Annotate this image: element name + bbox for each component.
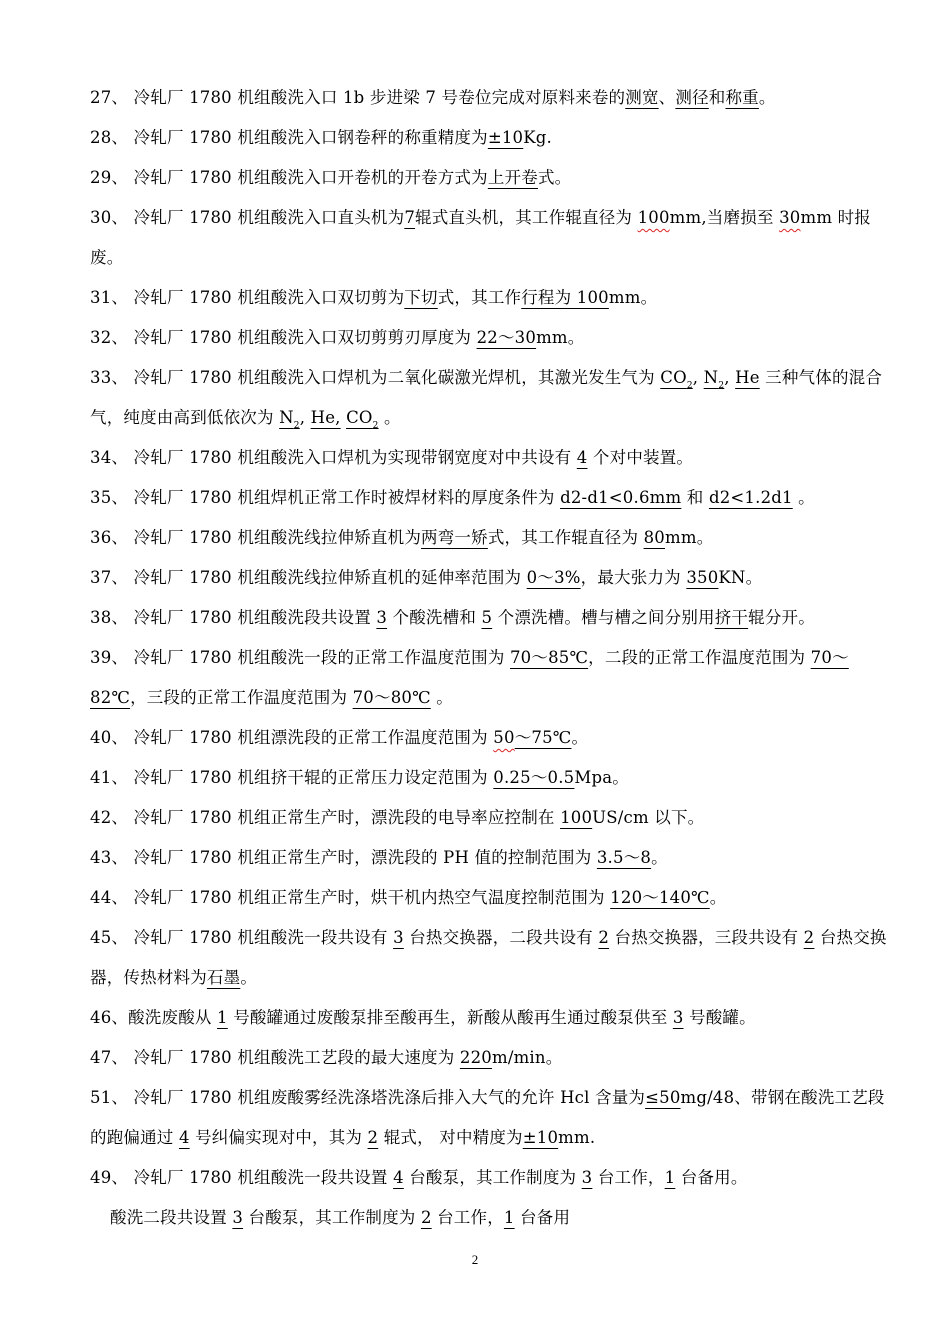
question-text: 式。 xyxy=(537,168,572,187)
answer-blank: 30 xyxy=(779,208,801,227)
question-text: 台热交换器，传热材料为 xyxy=(90,928,887,987)
question-text: 29、 冷轧厂 1780 机组酸洗入口开卷机的开卷方式为 xyxy=(90,168,488,187)
answer-blank: 3 xyxy=(393,928,404,947)
answer-blank: 70～85℃ xyxy=(509,648,589,667)
subscript: 2 xyxy=(718,381,725,391)
question-text: 。 xyxy=(792,488,815,507)
question-text: 31、 冷轧厂 1780 机组酸洗入口双切剪为 xyxy=(90,288,405,307)
question-text: mm 时报废。 xyxy=(90,208,872,267)
question-text: 。 xyxy=(651,848,668,867)
answer-blank: d2<1.2d1 xyxy=(708,488,793,507)
question-text: 39、 冷轧厂 1780 机组酸洗一段的正常工作温度范围为 xyxy=(90,648,510,667)
question-text: 酸洗二段共设置 xyxy=(110,1208,233,1227)
question-item-q31 xyxy=(90,278,890,318)
question-text: 个对中装置。 xyxy=(587,448,694,467)
question-text: 号纠偏实现对中，其为 xyxy=(189,1128,368,1147)
question-text: 个漂洗槽。槽与槽之间分别用 xyxy=(492,608,715,627)
answer-blank: 3 xyxy=(376,608,388,627)
question-item-q30 xyxy=(90,198,890,278)
answer-blank: 下切 xyxy=(404,288,438,307)
question-text: mm。 xyxy=(608,288,658,307)
answer-blank: He xyxy=(735,368,760,387)
answer-blank: 3 xyxy=(672,1008,684,1027)
question-item-q40 xyxy=(90,718,890,758)
question-text: 台酸泵，其工作制度为 xyxy=(403,1168,582,1187)
answer-blank: 2 xyxy=(598,928,610,947)
question-item-q27 xyxy=(90,78,890,118)
answer-blank: 3.5～8 xyxy=(596,848,652,867)
answer-blank: 100 xyxy=(560,808,593,827)
question-text: 。 xyxy=(758,88,776,107)
answer-blank: 2 xyxy=(420,1208,432,1227)
question-text: ，三段的正常工作温度范围为 xyxy=(130,688,353,707)
question-item-q47 xyxy=(90,1038,890,1078)
question-text: Kg. xyxy=(523,128,552,147)
question-item-q49b xyxy=(90,1198,890,1238)
answer-blank: 称重 xyxy=(725,88,759,107)
answer-blank: 挤干 xyxy=(714,608,749,627)
question-text: 38、 冷轧厂 1780 机组酸洗段共设置 xyxy=(90,608,377,627)
question-text: 32、 冷轧厂 1780 机组酸洗入口双切剪剪刃厚度为 xyxy=(90,328,477,347)
answer-blank: 4 xyxy=(393,1168,404,1187)
question-text: ，最大张力为 xyxy=(580,568,687,587)
question-text: 42、 冷轧厂 1780 机组正常生产时，漂洗段的电导率应控制在 xyxy=(90,808,561,827)
answer-blank: $N_2$ xyxy=(279,408,300,431)
question-text: mm。 xyxy=(536,328,585,347)
question-item-q37 xyxy=(90,558,890,598)
answer-blank: 两弯一矫 xyxy=(421,528,488,547)
question-text: 台工作， xyxy=(592,1168,665,1187)
question-text: 51、 冷轧厂 1780 机组废酸雾经洗涤塔洗涤后排入大气的允许 Hcl 含量为 xyxy=(90,1088,646,1107)
question-text: 和 xyxy=(708,88,726,107)
question-item-q41 xyxy=(90,758,890,798)
question-text: 41、 冷轧厂 1780 机组挤干辊的正常压力设定范围为 xyxy=(90,768,494,787)
question-item-q29 xyxy=(90,158,890,198)
question-item-q44 xyxy=(90,878,890,918)
answer-blank: d2-d1<0.6mm xyxy=(560,488,682,507)
answer-blank: 行程为 100 xyxy=(521,288,609,307)
subscript: 2 xyxy=(686,381,693,391)
question-text: 。 xyxy=(378,408,401,427)
answer-blank: ±10 xyxy=(522,1128,559,1147)
question-text: 28、 冷轧厂 1780 机组酸洗入口钢卷秤的称重精度为 xyxy=(90,128,488,147)
answer-blank: 3 xyxy=(232,1208,244,1227)
question-text: 辊分开。 xyxy=(748,608,815,627)
question-text: 号酸罐。 xyxy=(683,1008,756,1027)
question-text: mg/48、带钢在酸洗工艺段的跑偏通过 xyxy=(90,1088,885,1147)
question-text: 台备用 xyxy=(514,1208,571,1227)
question-text: 49、 冷轧厂 1780 机组酸洗一段共设置 xyxy=(90,1168,394,1187)
question-item-q49 xyxy=(90,1158,890,1198)
question-item-q51 xyxy=(90,1078,890,1158)
answer-blank: 2 xyxy=(803,928,815,947)
question-item-q32 xyxy=(90,318,890,358)
question-text: 台酸泵，其工作制度为 xyxy=(243,1208,421,1227)
answer-blank: 120～140℃ xyxy=(610,888,710,907)
question-text: ，二段的正常工作温度范围为 xyxy=(588,648,811,667)
answer-blank: 7 xyxy=(404,208,416,227)
subscript: 2 xyxy=(293,421,300,431)
question-text: 辊式直头机，其工作辊直径为 xyxy=(415,208,638,227)
question-text: 33、 冷轧厂 1780 机组酸洗入口焊机为二氧化碳激光焊机，其激光发生气为 xyxy=(90,368,661,387)
answer-blank: $N_2$ xyxy=(703,368,725,391)
question-item-q36 xyxy=(90,518,890,558)
question-text: 46、酸洗废酸从 xyxy=(90,1008,218,1027)
answer-blank: 2 xyxy=(367,1128,379,1147)
question-text: 号酸罐通过废酸泵排至酸再生，新酸从酸再生通过酸泵供至 xyxy=(227,1008,673,1027)
answer-blank: $CO_2$ xyxy=(660,368,693,391)
question-item-q42 xyxy=(90,798,890,838)
answer-blank: 0.25～0.5 xyxy=(493,768,575,787)
question-text: 。 xyxy=(571,728,589,747)
answer-blank: 上开卷 xyxy=(487,168,538,187)
answer-blank: 测宽 xyxy=(625,88,659,107)
question-text: 30、 冷轧厂 1780 机组酸洗入口直头机为 xyxy=(90,208,405,227)
answer-blank: 1 xyxy=(217,1008,228,1027)
answer-blank: 1 xyxy=(503,1208,515,1227)
question-text: 。 xyxy=(430,688,453,707)
question-text: 三种气体的混合气，纯度由高到低依次为 xyxy=(90,368,883,427)
answer-blank: 石墨 xyxy=(206,968,241,987)
answer-blank: 3 xyxy=(581,1168,593,1187)
question-text: KN。 xyxy=(718,568,763,587)
answer-blank: 22～30 xyxy=(476,328,537,347)
answer-blank: 1 xyxy=(664,1168,676,1187)
question-text: , xyxy=(299,408,311,427)
question-text: , xyxy=(724,368,736,387)
answer-blank: 80 xyxy=(643,528,665,547)
question-text: 43、 冷轧厂 1780 机组正常生产时，漂洗段的 PH 值的控制范围为 xyxy=(90,848,597,867)
question-text: 式，其工作辊直径为 xyxy=(487,528,644,547)
question-text: 37、 冷轧厂 1780 机组酸洗线拉伸矫直机的延伸率范围为 xyxy=(90,568,527,587)
question-text: 和 xyxy=(681,488,709,507)
question-text: 台备用。 xyxy=(675,1168,748,1187)
question-item-q34 xyxy=(90,438,890,478)
answer-blank: 0～3% xyxy=(526,568,581,587)
answer-blank: 测径 xyxy=(675,88,709,107)
question-text: mm,当磨损至 xyxy=(669,208,780,227)
answer-blank: He, xyxy=(310,408,341,427)
answer-blank: ±10 xyxy=(487,128,524,147)
page-number: 2 xyxy=(471,1252,479,1267)
question-text: , xyxy=(692,368,704,387)
question-list xyxy=(90,78,890,1238)
question-text: 台工作， xyxy=(431,1208,504,1227)
question-text: 35、 冷轧厂 1780 机组焊机正常工作时被焊材料的厚度条件为 xyxy=(90,488,561,507)
question-text: 36、 冷轧厂 1780 机组酸洗线拉伸矫直机为 xyxy=(90,528,422,547)
question-text: 台热交换器，三段共设有 xyxy=(609,928,804,947)
question-text: m/min。 xyxy=(491,1048,563,1067)
question-item-q46 xyxy=(90,998,890,1038)
question-text: 式，其工作 xyxy=(437,288,522,307)
answer-blank: 70～82℃ xyxy=(90,648,849,707)
question-item-q45 xyxy=(90,918,890,998)
answer-blank: 4 xyxy=(178,1128,190,1147)
answer-blank: 5 xyxy=(481,608,493,627)
answer-blank: 70～80℃ xyxy=(352,688,431,707)
subscript: 2 xyxy=(372,421,379,431)
question-item-q43 xyxy=(90,838,890,878)
question-text: 。 xyxy=(709,888,727,907)
question-item-q39 xyxy=(90,638,890,718)
question-item-q28 xyxy=(90,118,890,158)
question-text: 40、 冷轧厂 1780 机组漂洗段的正常工作温度范围为 xyxy=(90,728,494,747)
question-text: 47、 冷轧厂 1780 机组酸洗工艺段的最大速度为 xyxy=(90,1048,460,1067)
question-text: 27、 冷轧厂 1780 机组酸洗入口 1b 步进梁 7 号卷位完成对原料来卷的 xyxy=(90,88,626,107)
question-item-q33 xyxy=(90,358,890,438)
question-text: Mpa。 xyxy=(574,768,629,787)
answer-blank: 350 xyxy=(686,568,719,587)
question-text: 。 xyxy=(240,968,258,987)
question-text: mm。 xyxy=(665,528,714,547)
question-text: 、 xyxy=(658,88,676,107)
question-text: 台热交换器，二段共设有 xyxy=(403,928,599,947)
question-item-q35 xyxy=(90,478,890,518)
answer-blank: $CO_2$ xyxy=(346,408,379,431)
question-text: 个酸洗槽和 xyxy=(387,608,482,627)
question-text: 45、 冷轧厂 1780 机组酸洗一段共设有 xyxy=(90,928,394,947)
question-text: mm. xyxy=(558,1128,596,1147)
question-text: US/cm 以下。 xyxy=(592,808,705,827)
answer-blank: ～75℃ xyxy=(514,728,572,747)
question-text: 34、 冷轧厂 1780 机组酸洗入口焊机为实现带钢宽度对中共设有 xyxy=(90,448,577,467)
answer-blank: 4 xyxy=(576,448,588,467)
question-text: 辊式， 对中精度为 xyxy=(378,1128,523,1147)
answer-blank: 220 xyxy=(459,1048,492,1067)
question-item-q38 xyxy=(90,598,890,638)
question-text: 44、 冷轧厂 1780 机组正常生产时，烘干机内热空气温度控制范围为 xyxy=(90,888,611,907)
answer-blank: 100 xyxy=(637,208,670,227)
answer-blank: ≤50 xyxy=(645,1088,681,1107)
answer-blank: 50 xyxy=(493,728,515,747)
